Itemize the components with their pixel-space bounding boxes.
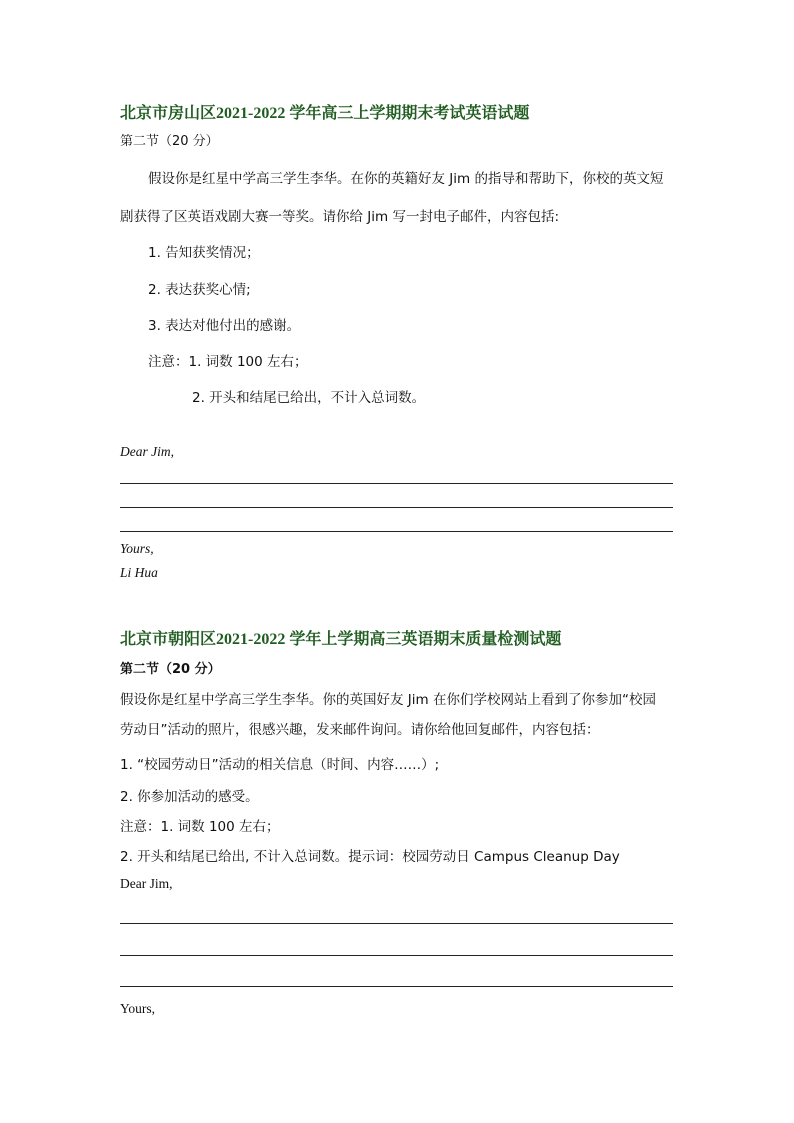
section2-note-1: 注意：1. 词数 100 左右；	[120, 819, 280, 835]
section1-item-2: 2. 表达获奖心情;	[148, 282, 251, 298]
section2-paragraph-line1: 假设你是红星中学高三学生李华。你的英国好友 Jim 在你们学校网站上看到了你参加“校园	[120, 692, 656, 708]
section1-item-1: 1. 告知获奖情况；	[148, 245, 260, 261]
section1-writing-line-1	[120, 483, 673, 484]
section1-closing: Yours,	[120, 541, 154, 556]
section1-writing-line-3	[120, 531, 673, 532]
section1-paragraph-line1: 假设你是红星中学高三学生李华。在你的英籍好友 Jim 的指导和帮助下，你校的英文短	[148, 171, 664, 187]
section1-signature: Li Hua	[120, 565, 158, 580]
section1-paragraph-line2: 剧获得了区英语戏剧大赛一等奖。请你给 Jim 写一封电子邮件，内容包括:	[120, 209, 560, 225]
section2-greeting: Dear Jim,	[120, 876, 173, 891]
section2-subheading: 第二节（20 分）	[120, 662, 221, 677]
section2-title: 北京市朝阳区2021-2022 学年上学期高三英语期末质量检测试题	[120, 631, 562, 648]
section2-item-2: 2. 你参加活动的感受。	[120, 789, 259, 805]
section1-title: 北京市房山区2021-2022 学年高三上学期期末考试英语试题	[120, 105, 530, 122]
section2-writing-line-1	[120, 923, 673, 924]
section1-note-2: 2. 开头和结尾已给出，不计入总词数。	[192, 390, 426, 406]
section2-item-1: 1. “校园劳动日”活动的相关信息（时间、内容……）;	[120, 757, 440, 773]
section2-note-2: 2. 开头和结尾已给出, 不计入总词数。提示词：校园劳动日 Campus Cleanup Day	[120, 849, 620, 865]
section1-greeting: Dear Jim,	[120, 444, 174, 459]
section1-item-3: 3. 表达对他付出的感谢。	[148, 318, 301, 334]
section2-writing-line-2	[120, 955, 673, 956]
section2-paragraph-line2: 劳动日”活动的照片，很感兴趣，发来邮件询问。请你给他回复邮件，内容包括：	[120, 722, 600, 738]
section2-writing-line-3	[120, 986, 673, 987]
section1-writing-line-2	[120, 507, 673, 508]
section2-closing: Yours,	[120, 1001, 156, 1016]
section1-subheading: 第二节（20 分）	[120, 134, 219, 149]
section1-note-1: 注意：1. 词数 100 左右；	[148, 354, 308, 370]
